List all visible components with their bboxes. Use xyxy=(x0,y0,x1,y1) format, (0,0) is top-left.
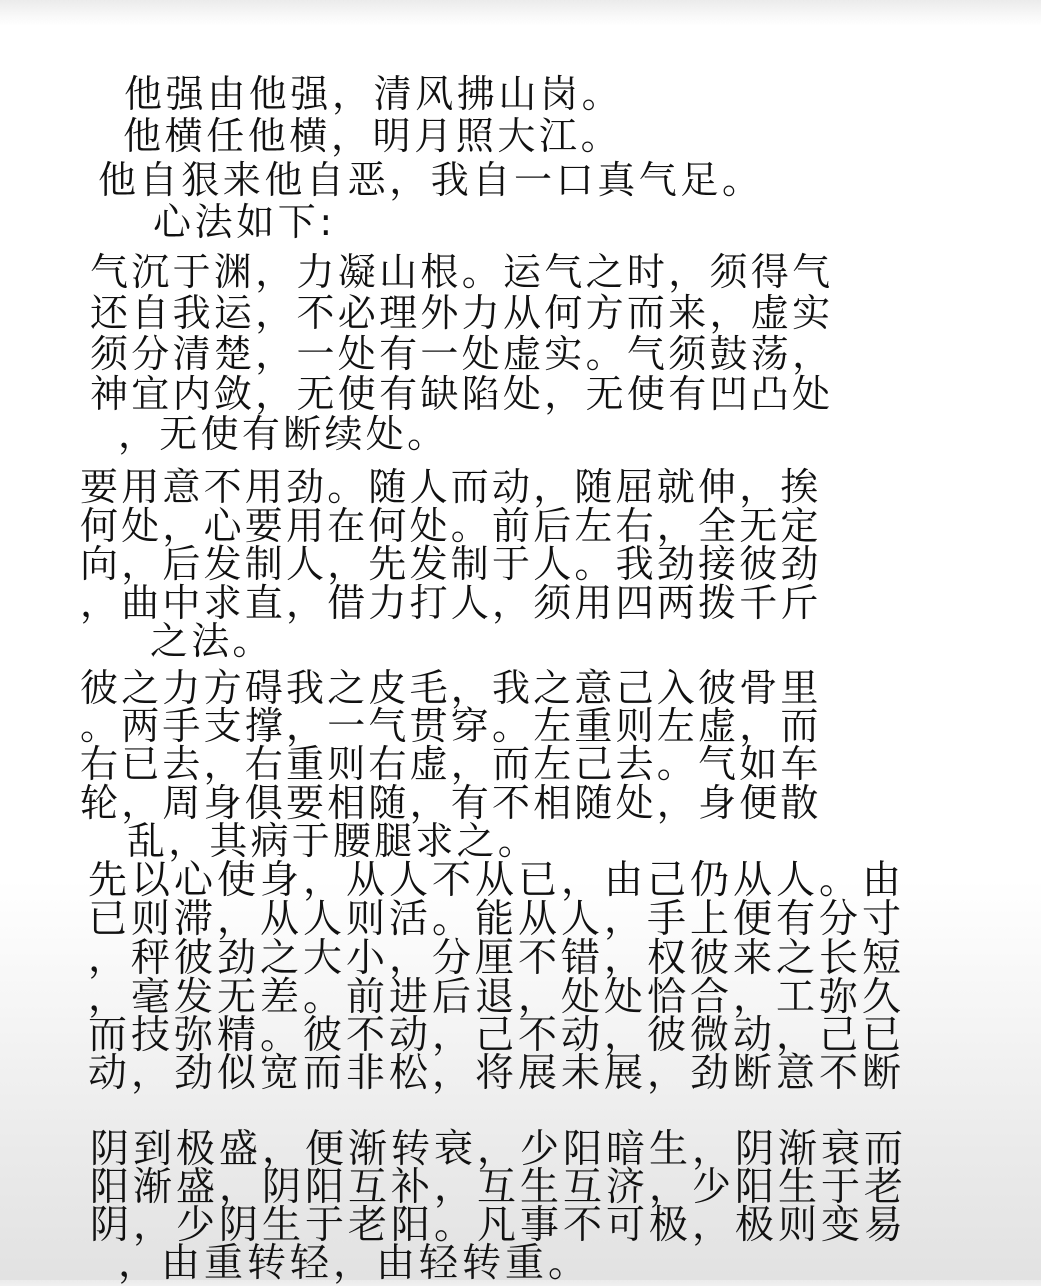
intro-line: 他自狠来他自恶，我自一口真气足。 xyxy=(98,158,764,202)
paragraph-line: ，秤彼劲之大小，分厘不错，权彼来之长短 xyxy=(88,936,906,981)
intro-line: 他横任他横，明月照大江。 xyxy=(123,114,623,158)
paragraph-line: 动，劲似宽而非松，将展未展，劲断意不断 xyxy=(88,1051,906,1096)
paragraph-line: 已则滞，从人则活。能从人，手上便有分寸 xyxy=(88,897,906,942)
paragraph-line: ，由重转轻，由轻转重。 xyxy=(118,1241,592,1286)
paragraph-line: 阴，少阴生于老阳。凡事不可极，极则变易 xyxy=(90,1203,908,1248)
paragraph-line: 阳渐盛，阴阳互补，互生互济，少阳生于老 xyxy=(90,1165,908,1210)
paragraph-line: ，无使有断续处。 xyxy=(118,412,449,456)
paragraph-line: 要用意不用劲。随人而动，随屈就伸，挨 xyxy=(80,465,822,509)
paragraph-line: 轮，周身俱要相随，有不相随处，身便散 xyxy=(80,781,822,825)
paragraph-line: 气沉于渊，力凝山根。运气之时，须得气 xyxy=(90,250,834,294)
paragraph-line: 还自我运，不必理外力从何方而来，虚实 xyxy=(90,291,834,335)
paragraph-line: 向，后发制人，先发制于人。我劲接彼劲 xyxy=(80,542,822,586)
paragraph-line: ，曲中求直，借力打人，须用四两拨千斤 xyxy=(80,581,822,625)
paragraph-line: 而技弥精。彼不动，己不动，彼微动，己已 xyxy=(88,1013,906,1058)
section-heading: 心法如下: xyxy=(153,200,336,244)
paragraph-line: 何处，心要用在何处。前后左右，全无定 xyxy=(80,504,822,548)
paragraph-line: 阴到极盛，便渐转衰，少阳暗生，阴渐衰而 xyxy=(90,1127,908,1172)
paragraph-line: 右已去，右重则右虚，而左己去。气如车 xyxy=(80,742,822,786)
intro-line: 他强由他强，清风拂山岗。 xyxy=(124,72,624,116)
paragraph-line: 神宜内敛，无使有缺陷处，无使有凹凸处 xyxy=(90,372,834,416)
paragraph-line: 先以心使身，从人不从已，由己仍从人。由 xyxy=(88,858,906,903)
paragraph-line: ，毫发无差。前进后退，处处恰合，工弥久 xyxy=(88,975,906,1020)
paragraph-line: 之法。 xyxy=(150,619,274,663)
paragraph-line: 须分清楚，一处有一处虚实。气须鼓荡， xyxy=(90,332,834,376)
paragraph-line: 。两手支撑，一气贯穿。左重则左虚，而 xyxy=(80,704,822,748)
paragraph-line: 彼之力方碍我之皮毛，我之意己入彼骨里 xyxy=(80,666,822,710)
paragraph-line: 乱，其病于腰腿求之。 xyxy=(127,819,540,863)
